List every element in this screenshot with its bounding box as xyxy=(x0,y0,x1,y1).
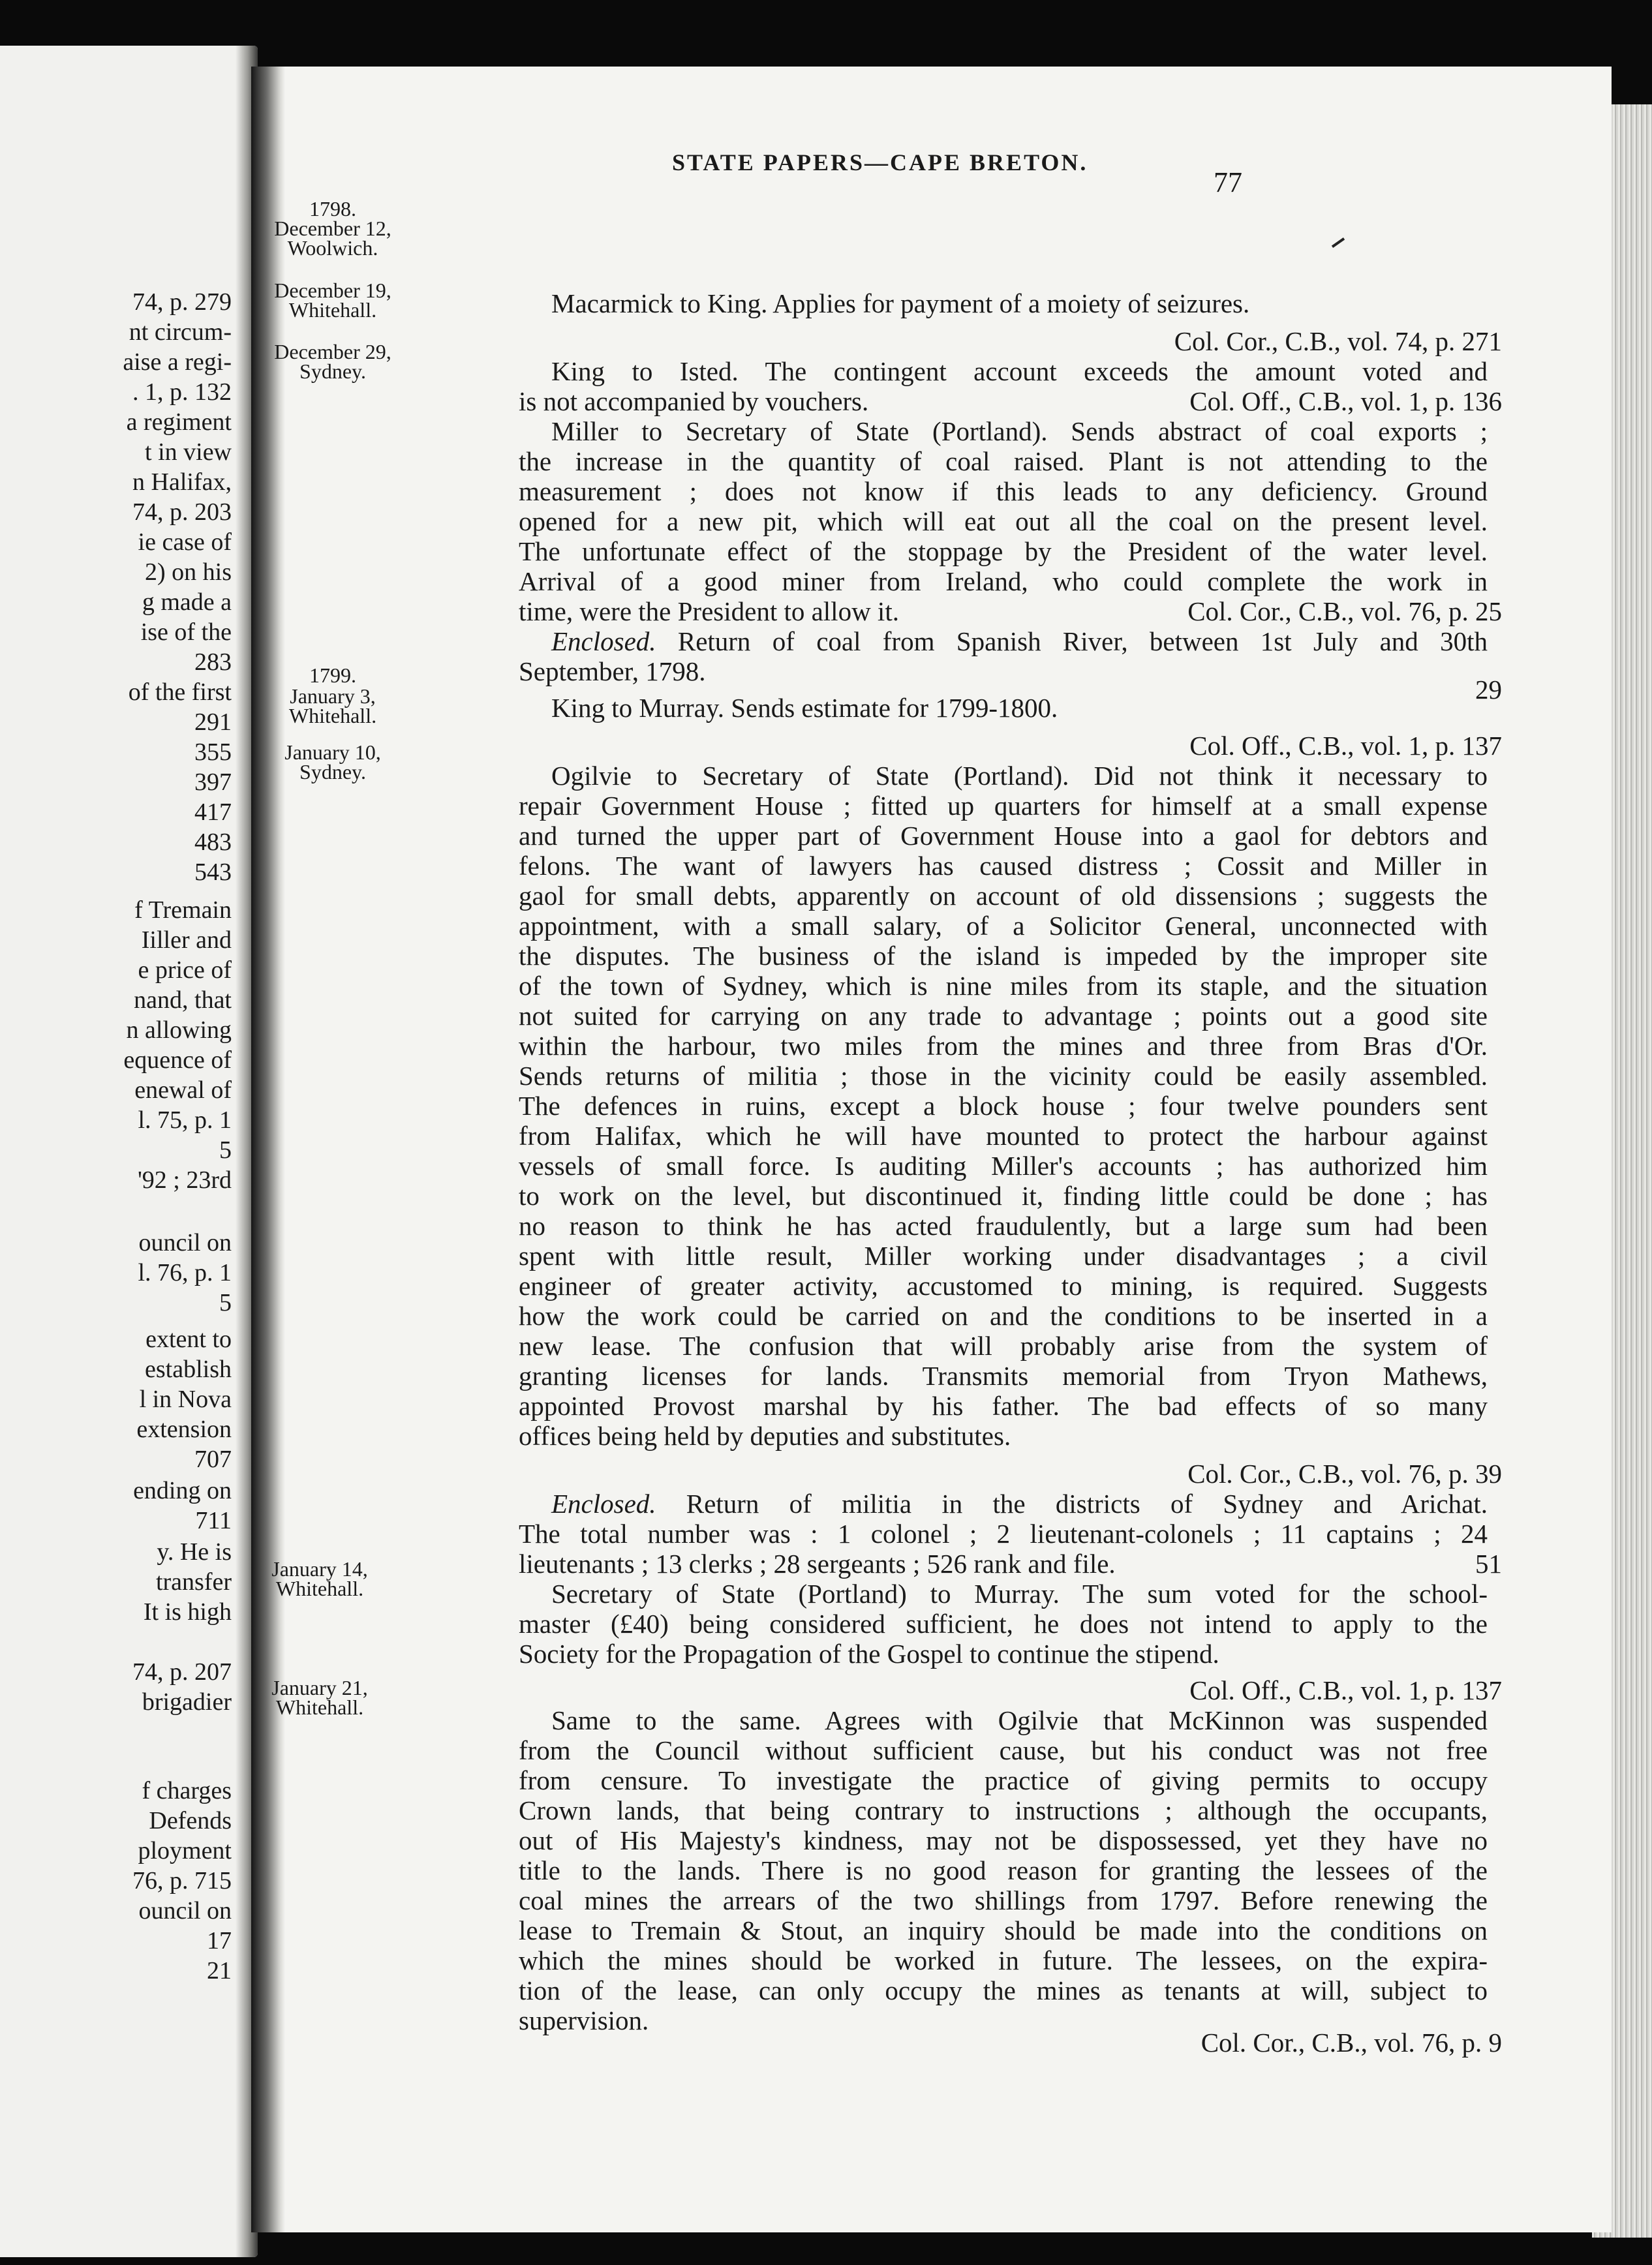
left-page-line: 417 xyxy=(194,798,232,826)
left-page-line: n allowing xyxy=(126,1016,232,1044)
body-text-line: spent with little result, Miller working under disadvantages ; a civil xyxy=(519,1241,1488,1271)
body-text-line: vessels of small force. Is auditing Miller's accounts ; has authorized him xyxy=(519,1151,1488,1181)
left-page-line: 21 xyxy=(207,1957,232,1984)
body-text-line: appointed Provost marshal by his father. The bad effects of so many xyxy=(519,1391,1488,1421)
body-text-line: master (£40) being considered sufficient, he does not intend to apply to the xyxy=(519,1609,1488,1639)
left-page-line: ployment xyxy=(138,1837,232,1864)
left-page-line: 74, p. 207 xyxy=(132,1658,232,1686)
left-page-line: 711 xyxy=(195,1507,232,1534)
left-page-line: Iiller and xyxy=(141,926,232,954)
left-page-line: brigadier xyxy=(142,1688,232,1716)
body-text-line: felons. The want of lawyers has caused distress ; Cossit and Miller in xyxy=(519,851,1488,881)
body-text-line: appointment, with a small salary, of a Solicitor General, unconnected with xyxy=(519,911,1488,941)
body-text-line: how the work could be carried on and the conditions to be inserted in a xyxy=(519,1301,1488,1331)
left-page-line: Defends xyxy=(149,1807,232,1834)
body-text-line: Same to the same. Agrees with Ogilvie that McKinnon was suspended xyxy=(551,1705,1488,1735)
body-text-line: supervision. xyxy=(519,2005,649,2035)
body-text-line: not suited for carrying on any trade to advantage ; points out a good site xyxy=(519,1001,1488,1031)
body-text-line: engineer of greater activity, accustomed to mining, is required. Suggests xyxy=(519,1271,1488,1301)
left-page-line: It is high xyxy=(143,1598,232,1626)
left-page-line: of the first xyxy=(128,678,232,706)
citation: Col. Cor., C.B., vol. 76, p. 39 xyxy=(1187,1459,1502,1489)
left-page-line: extension xyxy=(136,1416,232,1443)
body-text-line: Sends returns of militia ; those in the vicinity could be easily assembled. xyxy=(519,1061,1488,1091)
body-text-line: Miller to Secretary of State (Portland). Sends abstract of coal exports ; xyxy=(551,416,1488,446)
citation: Col. Cor., C.B., vol. 76, p. 9 xyxy=(1201,2028,1502,2058)
left-page-line: aise a regi- xyxy=(123,348,232,376)
body-text-line: time, were the President to allow it. xyxy=(519,596,899,626)
body-text-line: from Halifax, which he will have mounted to protect the harbour against xyxy=(519,1121,1488,1151)
body-text-line: no reason to think he has acted fraudulently, but a large sum had been xyxy=(519,1211,1488,1241)
body-text-line: repair Government House ; fitted up quarters for himself at a small expense xyxy=(519,791,1488,821)
left-page-line: 355 xyxy=(194,738,232,766)
left-page-line: l. 76, p. 1 xyxy=(138,1259,232,1286)
left-page-line: 74, p. 279 xyxy=(132,288,232,316)
page-reference: 29 xyxy=(1475,675,1502,705)
body-text-line: offices being held by deputies and substitutes. xyxy=(519,1421,1011,1451)
margin-date-note: Whitehall. xyxy=(288,298,377,322)
body-text-line: granting licenses for lands. Transmits memorial from Tryon Mathews, xyxy=(519,1361,1488,1391)
left-page-line: f Tremain xyxy=(134,896,232,924)
left-page-line: 283 xyxy=(194,648,232,676)
margin-date-note: December 29, xyxy=(274,340,391,363)
left-page-line: 74, p. 203 xyxy=(132,498,232,526)
body-text-line: out of His Majesty's kindness, may not be dispossessed, yet they have no xyxy=(519,1825,1488,1855)
body-text-line: to work on the level, but discontinued it, finding little could be done ; has xyxy=(519,1181,1488,1211)
body-text-line: coal mines the arrears of the two shillings from 1797. Before renewing the xyxy=(519,1885,1488,1915)
left-page-line: t in view xyxy=(145,438,232,466)
margin-date-note: Sydney. xyxy=(299,760,366,783)
left-page-line: 2) on his xyxy=(145,558,232,586)
left-page-line: '92 ; 23rd xyxy=(137,1166,232,1194)
citation: Col. Cor., C.B., vol. 76, p. 25 xyxy=(1187,596,1502,626)
body-text-line: Society for the Propagation of the Gospel to continue the stipend. xyxy=(519,1639,1219,1669)
margin-date-note: January 3, xyxy=(290,684,376,708)
left-page-line: ouncil on xyxy=(138,1897,232,1924)
page-number: 77 xyxy=(1214,166,1242,198)
left-page-line: ise of the xyxy=(140,618,232,646)
left-page-line: extent to xyxy=(145,1326,232,1353)
margin-date-note: December 12, xyxy=(274,217,391,240)
margin-date-note: January 21, xyxy=(271,1676,368,1699)
left-page-line: 76, p. 715 xyxy=(132,1867,232,1894)
left-page-line: n Halifax, xyxy=(132,468,232,496)
body-text-line: The unfortunate effect of the stoppage by the President of the water level. xyxy=(519,536,1488,566)
left-page-line: establish xyxy=(145,1356,232,1383)
left-page-line: 543 xyxy=(194,859,232,886)
body-text-line: Arrival of a good miner from Ireland, who could complete the work in xyxy=(519,566,1488,596)
left-page-line: nand, that xyxy=(134,986,232,1014)
body-text-line: from the Council without sufficient cause, but his conduct was not free xyxy=(519,1735,1488,1765)
left-page-line: ouncil on xyxy=(138,1229,232,1256)
left-page-line: transfer xyxy=(155,1568,232,1596)
left-page-line: enewal of xyxy=(134,1076,232,1104)
body-text-line: new lease. The confusion that will probably arise from the system of xyxy=(519,1331,1488,1361)
margin-date-note: January 14, xyxy=(271,1557,368,1581)
left-page-line: l. 75, p. 1 xyxy=(138,1106,232,1134)
margin-date-note: Woolwich. xyxy=(287,236,378,260)
left-page-line: ending on xyxy=(133,1477,232,1504)
left-page-line: e price of xyxy=(138,956,232,984)
margin-date-note: Sydney. xyxy=(299,359,366,383)
left-page-line: 707 xyxy=(194,1446,232,1473)
left-page-line: . 1, p. 132 xyxy=(132,378,232,406)
body-text-line: and turned the upper part of Government House into a gaol for debtors and xyxy=(519,821,1488,851)
margin-date-note: 1798. xyxy=(309,197,356,220)
left-page-line: ie case of xyxy=(138,528,232,556)
body-text-line: Macarmick to King. Applies for payment of a moiety of seizures. xyxy=(551,288,1250,318)
page-reference: 51 xyxy=(1475,1549,1502,1579)
body-text-line: title to the lands. There is no good reason for granting the lessees of the xyxy=(519,1855,1488,1885)
left-page-line: 483 xyxy=(194,828,232,856)
body-text-line: lease to Tremain & Stout, an inquiry should be made into the conditions on xyxy=(519,1915,1488,1945)
left-page-line: 17 xyxy=(207,1927,232,1954)
body-text-line: gaol for small debts, apparently on account of old dissensions ; suggests the xyxy=(519,881,1488,911)
citation: Col. Cor., C.B., vol. 74, p. 271 xyxy=(1174,326,1502,356)
body-text-line: The defences in ruins, except a block house ; four twelve pounders sent xyxy=(519,1091,1488,1121)
body-text-line: King to Isted. The contingent account exceeds the amount voted and xyxy=(551,356,1488,386)
left-page-line: 291 xyxy=(194,708,232,736)
left-page-line: 5 xyxy=(219,1289,232,1316)
body-text-line: is not accompanied by vouchers. xyxy=(519,386,869,416)
body-text-line: Secretary of State (Portland) to Murray. The sum voted for the school- xyxy=(551,1579,1488,1609)
margin-date-note: December 19, xyxy=(274,279,391,302)
left-page-line: nt circum- xyxy=(129,318,232,346)
body-text-line: which the mines should be worked in future. The lessees, on the expira- xyxy=(519,1945,1488,1975)
margin-date-note: Whitehall. xyxy=(275,1577,364,1600)
body-text-line: from censure. To investigate the practice of giving permits to occupy xyxy=(519,1765,1488,1795)
body-text-line: King to Murray. Sends estimate for 1799-1800. xyxy=(551,693,1058,723)
left-page-line: y. He is xyxy=(157,1538,232,1566)
body-text-line: Enclosed. Return of militia in the districts of Sydney and Arichat. xyxy=(551,1489,1488,1519)
body-text-line: within the harbour, two miles from the mines and three from Bras d'Or. xyxy=(519,1031,1488,1061)
margin-date-note: 1799. xyxy=(309,663,356,687)
margin-date-note: January 10, xyxy=(284,740,381,764)
left-page-line: a regiment xyxy=(126,408,232,436)
citation: Col. Off., C.B., vol. 1, p. 136 xyxy=(1189,386,1502,416)
body-text-line: The total number was : 1 colonel ; 2 lieutenant-colonels ; 11 captains ; 24 xyxy=(519,1519,1488,1549)
body-text-line: opened for a new pit, which will eat out all the coal on the present level. xyxy=(519,506,1488,536)
left-page-line: l in Nova xyxy=(139,1386,232,1413)
margin-date-note: Whitehall. xyxy=(288,704,377,727)
margin-date-note: Whitehall. xyxy=(275,1695,364,1719)
body-text-line: Ogilvie to Secretary of State (Portland). Did not think it necessary to xyxy=(551,761,1488,791)
left-page-line: equence of xyxy=(123,1046,232,1074)
left-page-line: g made a xyxy=(142,588,232,616)
body-text-line: of the town of Sydney, which is nine miles from its staple, and the situation xyxy=(519,971,1488,1001)
body-text-line: measurement ; does not know if this leads to any deficiency. Ground xyxy=(519,476,1488,506)
body-text-line: the increase in the quantity of coal raised. Plant is not attending to the xyxy=(519,446,1488,476)
body-text-line: tion of the lease, can only occupy the mines as tenants at will, subject to xyxy=(519,1975,1488,2005)
running-head: STATE PAPERS—CAPE BRETON. xyxy=(672,149,1088,175)
citation: Col. Off., C.B., vol. 1, p. 137 xyxy=(1189,1675,1502,1705)
body-text-line: lieutenants ; 13 clerks ; 28 sergeants ; 526 rank and file. xyxy=(519,1549,1116,1579)
pencil-mark xyxy=(1332,237,1345,248)
citation: Col. Off., C.B., vol. 1, p. 137 xyxy=(1189,731,1502,761)
body-text-line: Enclosed. Return of coal from Spanish River, between 1st July and 30th xyxy=(551,626,1488,656)
left-page-line: f charges xyxy=(142,1777,232,1804)
body-text-line: Crown lands, that being contrary to instructions ; although the occupants, xyxy=(519,1795,1488,1825)
left-page-line: 5 xyxy=(219,1136,232,1164)
body-text-line: the disputes. The business of the island is impeded by the improper site xyxy=(519,941,1488,971)
left-page-line: 397 xyxy=(194,768,232,796)
body-text-line: September, 1798. xyxy=(519,656,706,686)
